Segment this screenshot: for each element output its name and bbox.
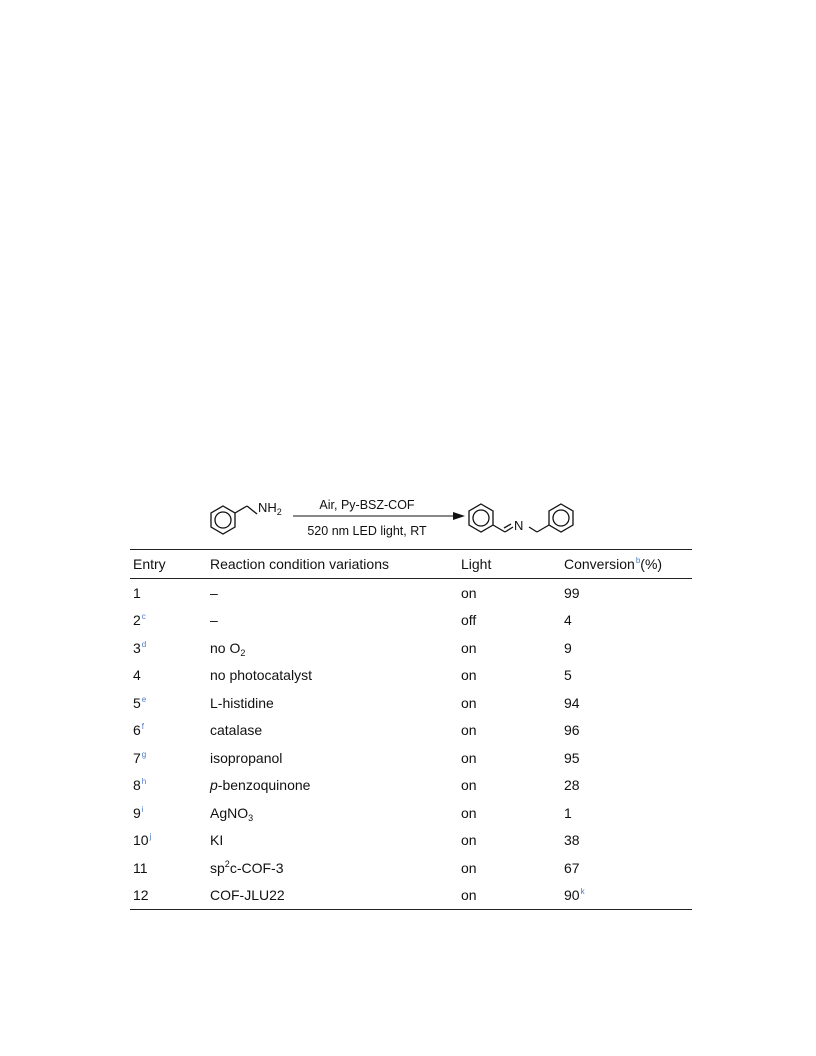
footnote-marker: i <box>141 804 144 814</box>
condition-cell: no $O_2$ <box>210 639 246 658</box>
footnote-marker: g <box>141 749 147 759</box>
table-row <box>130 827 692 855</box>
table-header-row <box>130 550 692 579</box>
light-cell: on <box>461 749 477 766</box>
table-row <box>130 717 692 745</box>
condition-cell: isopropanol <box>210 749 283 766</box>
entry-cell: 2$^c$ <box>133 612 146 629</box>
light-cell: on <box>458 882 561 910</box>
table-row <box>130 799 692 827</box>
footnote-marker: e <box>141 694 147 704</box>
table-row <box>130 689 692 717</box>
conversion-cell: 96 <box>564 722 580 739</box>
header-light: Light <box>458 550 561 579</box>
header-entry: Entry <box>130 550 207 579</box>
conversion-cell: 38 <box>564 832 580 849</box>
entry-cell: 8$^h$ <box>133 777 147 794</box>
entry-cell: 6$^f$ <box>133 722 145 739</box>
light-cell: on <box>461 667 477 684</box>
condition-cell: no photocatalyst <box>210 667 312 684</box>
conversion-cell: 67 <box>564 859 580 876</box>
table-row <box>130 772 692 800</box>
light-cell: on <box>461 584 477 601</box>
condition-cell: KI <box>210 832 224 849</box>
conversion-cell: 90$^k$ <box>561 882 692 910</box>
conversion-cell: 99 <box>564 584 580 601</box>
light-cell: on <box>461 722 477 739</box>
condition-cell: – <box>210 584 218 601</box>
light-cell: on <box>461 859 477 876</box>
condition-cell: $sp^2c-COF-3$ <box>210 858 284 876</box>
table-row <box>130 662 692 690</box>
light-cell: on <box>461 777 477 794</box>
conversion-cell: 1 <box>564 804 572 821</box>
header-conversion: Conversion$^b$(%) <box>561 550 692 579</box>
footnote-marker: d <box>141 639 147 649</box>
header-variation: Reaction condition variations <box>207 550 458 579</box>
footnote-marker: j <box>149 832 152 842</box>
condition-top: Air, Py-BSZ-COF <box>319 498 415 512</box>
footnote-marker: c <box>141 612 146 622</box>
entry-cell: 11 <box>133 859 148 876</box>
entry-cell: 1 <box>133 584 141 601</box>
conversion-cell: 5 <box>564 667 572 684</box>
light-cell: on <box>461 832 477 849</box>
footnote-marker: h <box>141 777 147 787</box>
entry-cell: 12 <box>130 882 207 910</box>
footnote-marker: f <box>141 722 145 732</box>
conversion-cell: 4 <box>564 612 572 629</box>
conversion-cell: 95 <box>564 749 580 766</box>
table-row <box>130 579 692 607</box>
reactant-label: $NH_2$ <box>258 500 282 517</box>
entry-cell: 4 <box>133 667 141 684</box>
condition-cell: AgNO$_3$ <box>210 804 254 823</box>
condition-cell: COF-JLU22 <box>207 882 458 910</box>
light-cell: off <box>461 612 477 629</box>
entry-cell: 5e <box>133 694 147 711</box>
condition-cell: L-histidine <box>210 694 274 711</box>
condition-bottom: 520 nm LED light, RT <box>307 524 427 538</box>
table-row <box>130 744 692 772</box>
conversion-cell: 94 <box>564 694 580 711</box>
table-row <box>130 854 692 882</box>
condition-cell: p-benzoquinone <box>210 777 311 794</box>
condition-cell: – <box>210 612 218 629</box>
conversion-cell: 28 <box>564 777 580 794</box>
condition-cell: catalase <box>210 722 263 739</box>
table-row <box>130 634 692 662</box>
light-cell: on <box>461 804 477 821</box>
light-cell: on <box>461 694 477 711</box>
table-row <box>130 882 692 910</box>
entry-cell: 10$^j$ <box>133 832 152 849</box>
reaction-scheme-drawing <box>195 492 595 544</box>
footnote-marker: b <box>635 556 641 565</box>
light-cell: on <box>461 639 477 656</box>
entry-cell: 9$^i$ <box>133 804 144 821</box>
table-row <box>130 607 692 635</box>
reaction-conditions-table <box>130 549 692 910</box>
product-n-label: N <box>514 518 524 533</box>
entry-cell: 7$^g$ <box>133 749 147 766</box>
reaction-scheme <box>195 492 595 544</box>
entry-cell: 3$^d$ <box>133 639 147 656</box>
conversion-cell: 9 <box>564 639 572 656</box>
footnote-marker: k <box>580 887 585 897</box>
benzylamine-structure <box>211 506 257 534</box>
